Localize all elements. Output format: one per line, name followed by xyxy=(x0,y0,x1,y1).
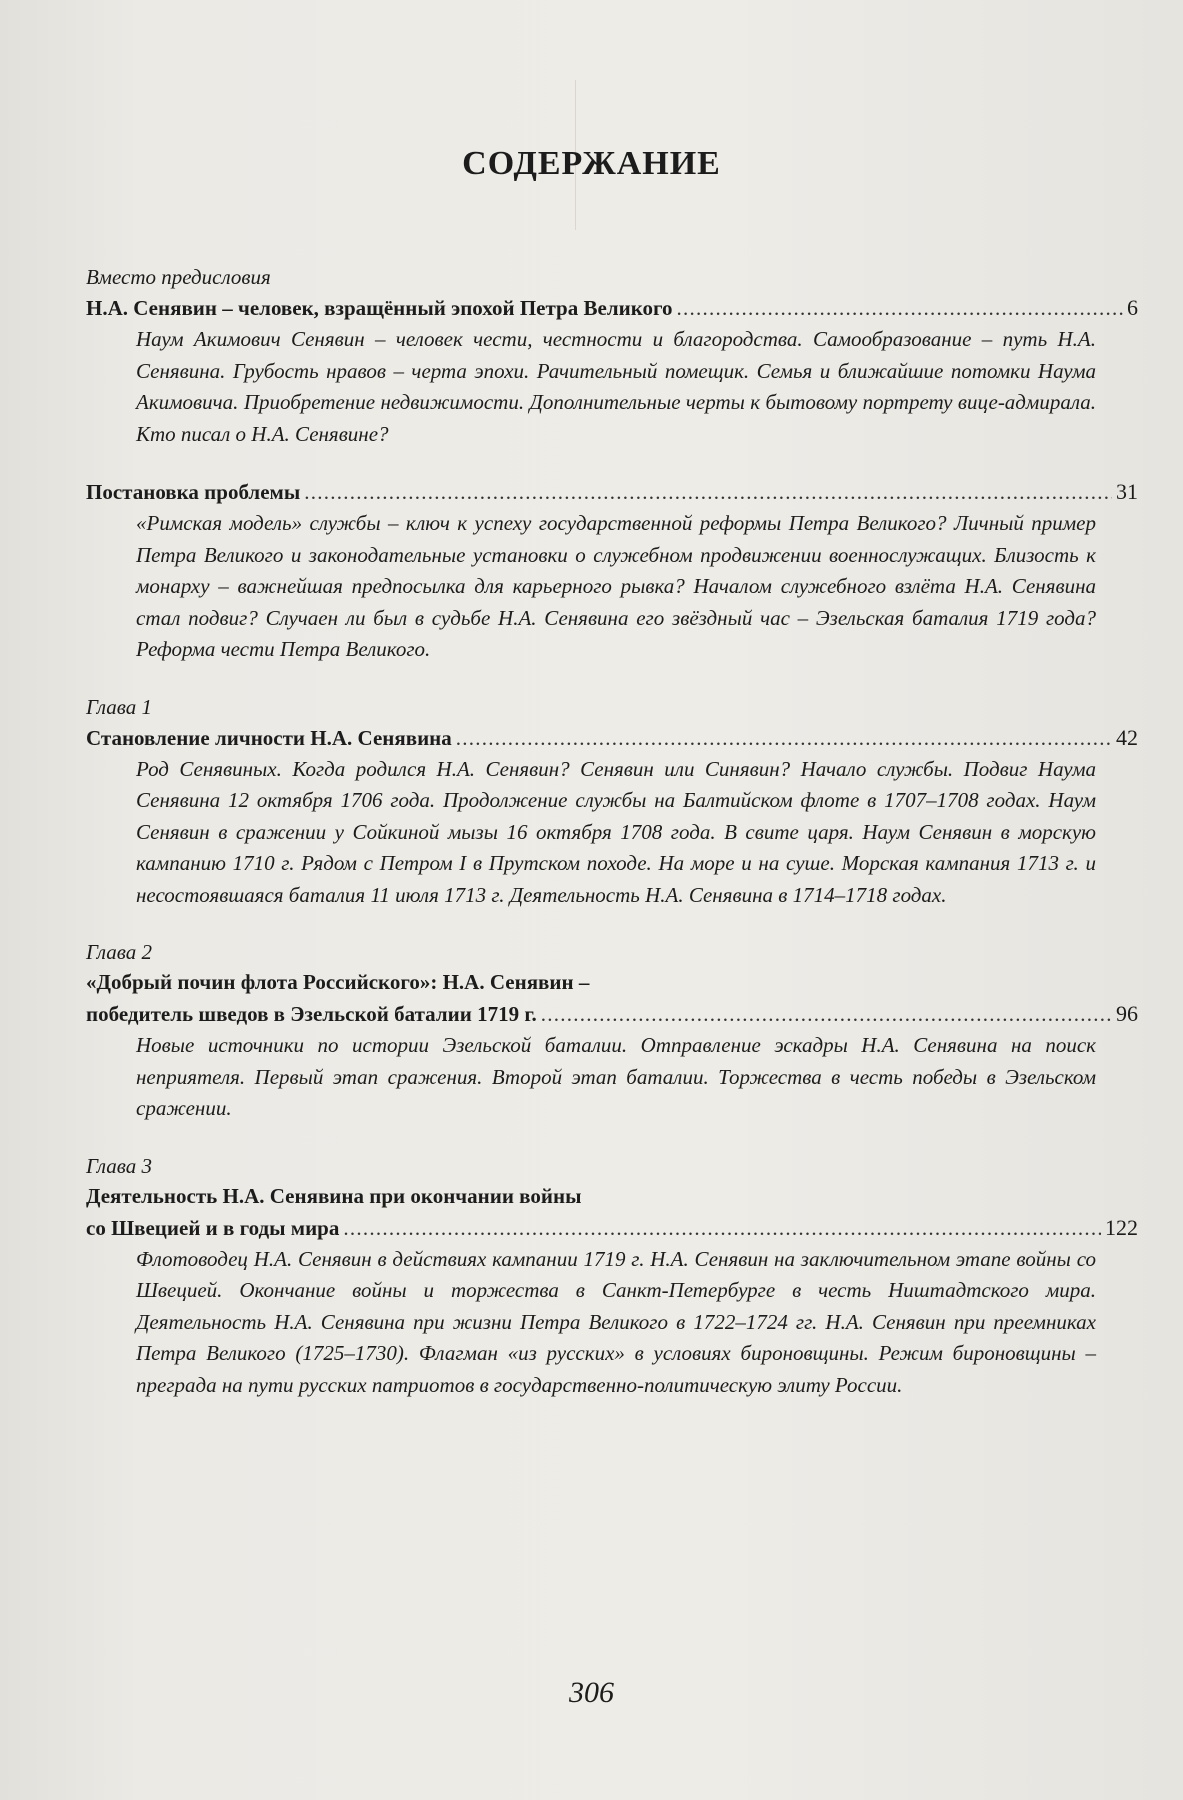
chapter-heading: победитель шведов в Эзельской баталии 1719 г. xyxy=(86,1002,537,1026)
chapter-description: Род Сенявиных. Когда родился Н.А. Сенявин? Сенявин или Синявин? Начало службы. Подвиг Наума Сенявина 12 октября 1706 года. Продолжение службы на Балтийском флоте в 1707–1708 годах. Наум Сенявин в сражении у Сойкиной мызы 16 октября 1708 года. В свите царя. Наум Сенявин в морскую кампанию 1710 г. Рядом с Петром I в Прутском походе. На море и на суше. Морская кампания 1713 г. и несостоявшаяся баталия 11 июля 1713 г. Деятельность Н.А. Сенявина в 1714–1718 годах. xyxy=(136,756,1096,907)
toc-entry[interactable] xyxy=(86,1212,1138,1244)
chapter-description: Новые источники по истории Эзельской баталии. Отправление эскадры Н.А. Сенявина на поиск неприятеля. Первый этап сражения. Второй этап баталии. Торжества в честь победы в Эзельском сражении. xyxy=(136,1033,1096,1120)
toc-entry[interactable] xyxy=(86,998,1138,1030)
section-gap xyxy=(86,666,1138,692)
bleed-through-right xyxy=(620,75,1040,135)
chapter-heading-line: Деятельность Н.А. Сенявина при окончании войны xyxy=(86,1183,582,1208)
chapter-page-number: 122 xyxy=(1105,1214,1138,1240)
table-of-contents xyxy=(86,262,1138,1401)
toc-section xyxy=(86,937,1138,1151)
chapter-page-number: 31 xyxy=(1116,479,1138,504)
chapter-heading: Постановка проблемы xyxy=(86,480,301,504)
dot-leader xyxy=(304,477,1112,508)
page-title: СОДЕРЖАНИЕ xyxy=(462,145,721,182)
chapter-description: «Римская модель» службы – ключ к успеху государственной реформы Петра Великого? Личный пример Петра Великого и законодательные установки о служебном продвижении военнослужащих. Близость к монарху – важнейшая предпосылка для карьерного рывка? Началом служебного взлёта Н.А. Сенявина стал подвиг? Случаен ли был в судьбе Н.А. Сенявина его звёздный час – Эзельская баталия 1719 года? Реформа чести Петра Великого. xyxy=(136,511,1096,661)
chapter-label: Глава 3 xyxy=(86,1153,152,1178)
chapter-description: Флотоводец Н.А. Сенявин в действиях кампании 1719 г. Н.А. Сенявин на заключительном этапе войны со Швецией. Окончание войны и торжества в Санкт-Петербурге в честь Ништадтского мира. Деятельность Н.А. Сенявина при жизни Петра Великого в 1722–1724 гг. Н.А. Сенявин при преемниках Петра Великого (1725–1730). Флагман «из русских» в условиях бироновщины. Режим бироновщины – преграда на пути русских патриотов в государственно-политическую элиту России. xyxy=(136,1246,1096,1397)
dot-leader xyxy=(677,293,1123,324)
chapter-page-number: 96 xyxy=(1116,1001,1138,1026)
page-number: 306 xyxy=(569,1676,614,1709)
chapter-heading-line: «Добрый почин флота Российского»: Н.А. Сенявин – xyxy=(86,970,590,994)
toc-entry[interactable] xyxy=(86,722,1138,754)
chapter-page-number: 42 xyxy=(1116,724,1138,750)
toc-section xyxy=(86,262,1138,476)
chapter-label: Вместо предисловия xyxy=(86,265,271,289)
chapter-description: Наум Акимович Сенявин – человек чести, честности и благородства. Самообразование – путь Н.А. Сенявина. Грубость нравов – черта эпохи. Рачительный помещик. Семья и ближайшие потомки Наума Акимовича. Приобретение недвижимости. Дополнительные черты к бытовому портрету вице-адмирала. Кто писал о Н.А. Сенявине? xyxy=(136,327,1096,446)
section-gap xyxy=(86,1125,1138,1151)
toc-entry[interactable] xyxy=(86,292,1138,324)
chapter-label: Глава 1 xyxy=(86,694,152,719)
dot-leader xyxy=(343,1213,1101,1244)
toc-section xyxy=(86,1151,1138,1402)
section-gap xyxy=(86,450,1138,476)
chapter-heading: со Швецией и в годы мира xyxy=(86,1215,340,1240)
section-gap xyxy=(86,911,1138,937)
chapter-heading: Н.А. Сенявин – человек, взращённый эпохой Петра Великого xyxy=(86,296,673,320)
dot-leader xyxy=(456,723,1112,754)
toc-section xyxy=(86,476,1138,692)
toc-entry[interactable] xyxy=(86,476,1138,508)
chapter-label: Глава 2 xyxy=(86,940,152,964)
chapter-heading: Становление личности Н.А. Сенявина xyxy=(86,725,452,750)
chapter-page-number: 6 xyxy=(1127,295,1138,320)
toc-section xyxy=(86,692,1138,938)
dot-leader xyxy=(541,999,1112,1030)
